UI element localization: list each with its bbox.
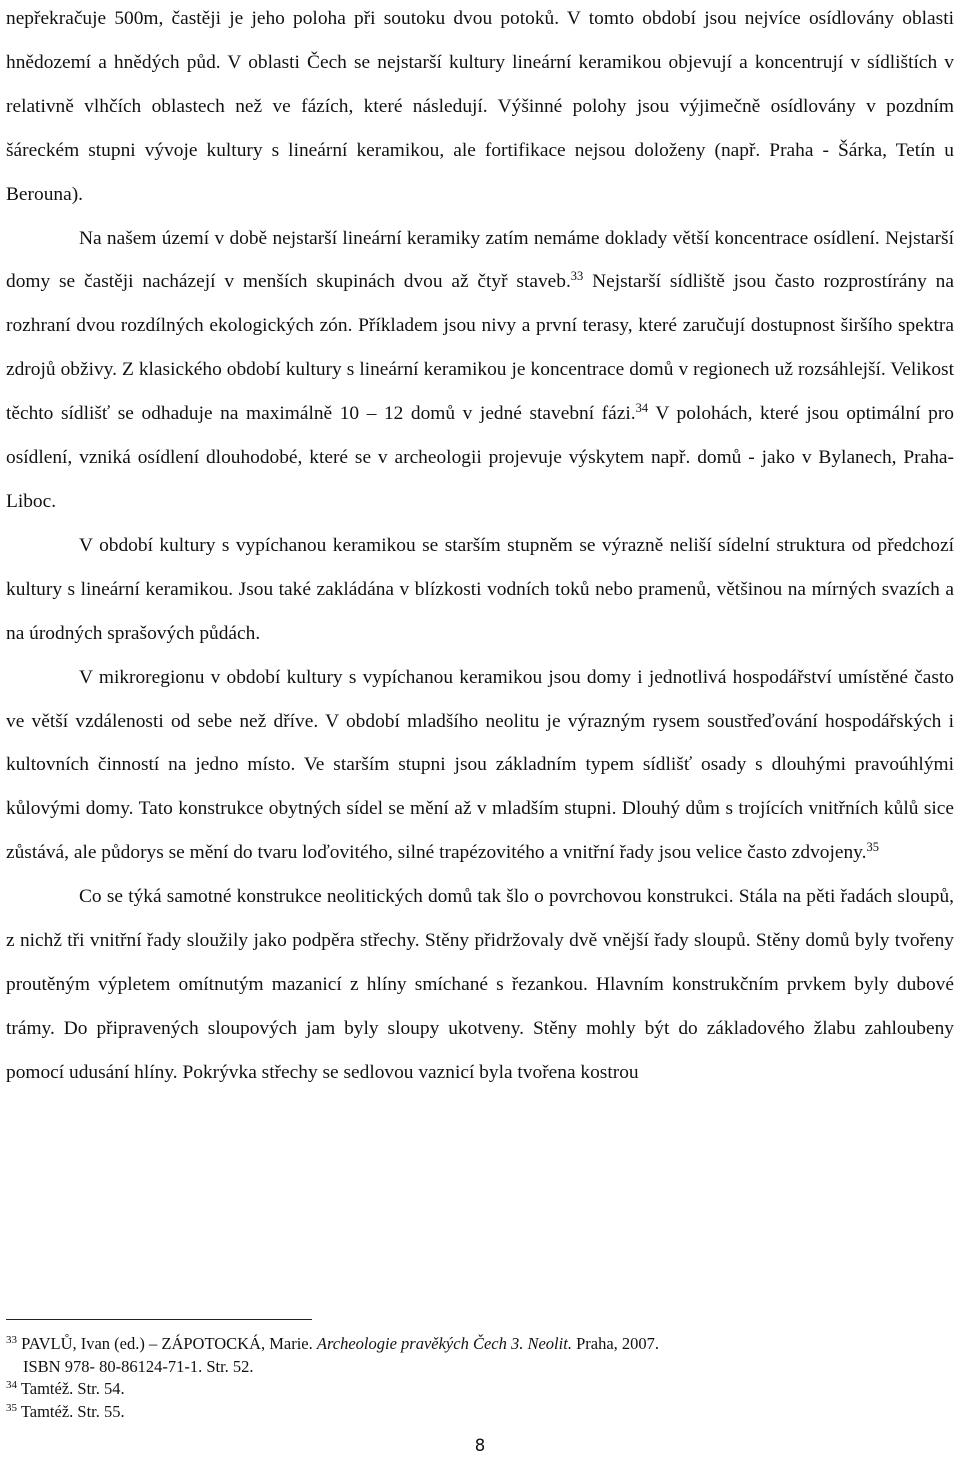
paragraph <box>6 656 954 876</box>
footnote-authors: PAVLŮ, Ivan (ed.) – ZÁPOTOCKÁ, Marie. <box>21 1334 313 1353</box>
footnote-title: Archeologie pravěkých Čech 3. Neolit. <box>316 1334 572 1353</box>
paragraph-text: Co se týká samotné konstrukce neolitických domů tak šlo o povrchovou konstrukci. Stála na pěti řadách sloupů, z nichž tři vnitřní řady sloužily jako podpěra střechy. Stěny přidržovaly dvě vnější řady sloupů. Stěny domů byly tvořeny proutěným výpletem omítnutým mazanicí z hlíny smíchané s řezankou. Hlavním konstrukčním prvkem byly dubové trámy. Do připravených sloupových jam byly sloupy ukotveny. Stěny mohly být do základového žlabu zahloubeny pomocí udusání hlíny. Pokrývka střechy se sedlovou vaznicí byla tvořena kostrou <box>6 886 954 1083</box>
footnote-35 <box>6 1401 946 1424</box>
paragraph-text: V období kultury s vypíchanou keramikou se starším stupněm se výrazně neliší sídelní struktura od předchozí kultury s lineární keramikou. Jsou také zakládána v blízkosti vodních toků nebo pramenů, většinou na mírných svazích a na úrodných sprašových půdách. <box>6 534 954 644</box>
footnote-publication: Praha, 2007. <box>576 1334 660 1353</box>
footnote-number: 33 <box>6 1334 17 1346</box>
footnote-33 <box>6 1333 946 1356</box>
paragraph-text: nepřekračuje 500m, častěji je jeho poloha při soutoku dvou potoků. V tomto období jsou nejvíce osídlovány oblasti hnědozemí a hnědých půd. V oblasti Čech se nejstarší kultury lineární keramikou objevují a koncentrují v sídlištích v relativně vlhčích oblastech než ve fázích, které následují. Výšinné polohy jsou výjimečně osídlovány v pozdním šáreckém stupni vývoje kultury s lineární keramikou, ale fortifikace nejsou doloženy (např. Praha - Šárka, Tetín u Berouna). <box>6 8 954 205</box>
footnote-divider <box>6 1319 312 1320</box>
paragraph-text: V mikroregionu v období kultury s vypíchanou keramikou jsou domy i jednotlivá hospodářství umístěné často ve větší vzdálenosti od sebe než dříve. V období mladšího neolitu je výrazným rysem soustřeďování hospodářských i kultovních činností na jedno místo. Ve starším stupni jsou základním typem sídlišť osady s dlouhými pravoúhlými kůlovými domy. Tato konstrukce obytných sídel se mění až v mladším stupni. Dlouhý dům s trojících vnitřních kůlů sice zůstává, ale půdorys se mění do tvaru loďovitého, silné trapézovitého a vnitřní řady jsou velice často zdvojeny. <box>6 666 954 864</box>
page-number: 8 <box>474 1436 486 1455</box>
footnote-number: 34 <box>6 1379 17 1392</box>
footnote-text: Tamtéž. Str. 54. <box>20 1379 125 1399</box>
paragraph <box>6 217 954 524</box>
footnote-text: Tamtéž. Str. 55. <box>20 1401 125 1421</box>
footnote-reference: 35 <box>866 840 879 855</box>
footnote-reference: 33 <box>570 269 584 284</box>
footnotes <box>6 1333 946 1423</box>
paragraph <box>6 524 954 656</box>
paragraph <box>6 875 954 1095</box>
paragraph-text: V polohách, které jsou optimální pro osídlení, vzniká osídlení dlouhodobé, které se v archeologii projevuje výskytem např. domů - jako v Bylanech, Praha- Liboc. <box>6 403 955 512</box>
footnote-34 <box>6 1378 946 1401</box>
paragraph <box>6 0 954 217</box>
document-page <box>6 0 954 1095</box>
footnote-number: 35 <box>6 1401 17 1414</box>
body-text <box>6 0 954 1095</box>
paragraph-text: Nejstarší sídliště jsou často rozprostírány na rozhraní dvou rozdílných ekologických zón. Příkladem jsou nivy a první terasy, které zaručují dostupnost širšího spektra zdrojů obživy. Z klasického období kultury s lineární keramikou je koncentrace domů v regionech už rozsáhlejší. Velikost těchto sídlišť se odhaduje na maximálně 10 – 12 domů v jedné stavební fázi. <box>6 271 954 425</box>
paragraph-text: Na našem území v době nejstarší lineární keramiky zatím nemáme doklady větší koncentrace osídlení. Nejstarší domy se častěji nacházejí v menších skupinách dvou až čtyř staveb. <box>6 227 954 293</box>
footnote-33-continuation: ISBN 978- 80-86124-71-1. Str. 52. <box>23 1356 254 1376</box>
footnote-reference: 34 <box>635 401 649 416</box>
